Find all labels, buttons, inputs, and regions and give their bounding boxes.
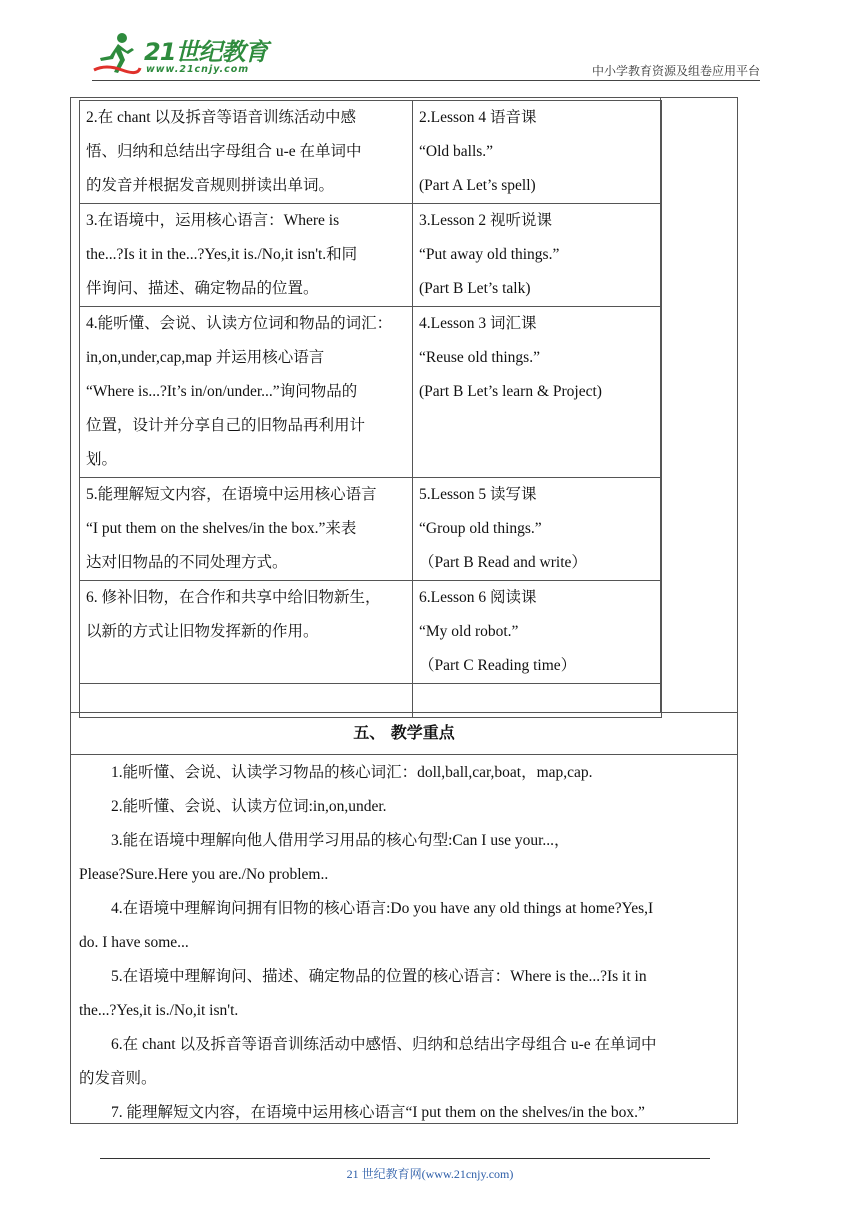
focus-point-line: 5.在语境中理解询问、描述、确定物品的位置的核心语言：Where is the...?Is it in — [111, 968, 647, 985]
lesson-line: “Old balls.” — [419, 143, 494, 160]
logo-text: 21世纪教育 — [144, 38, 268, 66]
lesson-line: （Part C Reading time） — [419, 657, 577, 674]
objective-line: 划。 — [86, 451, 118, 468]
objective-line: in,on,under,cap,map 并运用核心语言 — [86, 349, 325, 366]
table-row — [80, 101, 662, 204]
teaching-focus-list — [71, 756, 737, 1130]
objective-line: 的发音并根据发音规则拼读出单词。 — [86, 177, 335, 194]
lesson-line: “Group old things.” — [419, 520, 542, 537]
table-row — [80, 307, 662, 478]
objective-line: 6. 修补旧物，在合作和共享中给旧物新生， — [86, 589, 381, 606]
table-row — [80, 581, 662, 684]
lesson-cell — [413, 101, 662, 204]
lesson-line: “My old robot.” — [419, 623, 519, 640]
header-divider — [92, 80, 760, 81]
focus-point-line: the...?Yes,it is./No,it isn't. — [79, 1002, 239, 1019]
lesson-line: 2.Lesson 4 语音课 — [419, 109, 537, 126]
focus-point-line: do. I have some... — [79, 934, 189, 951]
objectives-lessons-table — [79, 100, 662, 718]
focus-point-line: 7. 能理解短文内容，在语境中运用核心语言“I put them on the shelves/in the box.” — [111, 1104, 645, 1121]
objective-line: “Where is...?It’s in/on/under...”询问物品的 — [86, 383, 358, 400]
logo-url: www.21cnjy.com — [146, 64, 250, 75]
objective-line: 悟、归纳和总结出字母组合 u-e 在单词中 — [86, 143, 362, 160]
footer-source: 21 世纪教育网(www.21cnjy.com) — [346, 1167, 514, 1181]
lesson-line: “Put away old things.” — [419, 246, 560, 263]
lesson-line: 6.Lesson 6 阅读课 — [419, 589, 537, 606]
objective-line: 位置，设计并分享自己的旧物品再利用计 — [86, 417, 366, 434]
lesson-line: (Part B Let’s learn & Project) — [419, 383, 602, 400]
lesson-cell — [413, 307, 662, 478]
platform-title: 中小学教育资源及组卷应用平台 — [591, 64, 760, 78]
lesson-line: 5.Lesson 5 读写课 — [419, 486, 537, 503]
focus-point-line: 2.能听懂、会说、认读方位词:in,on,under. — [111, 798, 387, 815]
table-row — [80, 478, 662, 581]
focus-point-line: 4.在语境中理解询问拥有旧物的核心语言:Do you have any old things at home?Yes,I — [111, 900, 654, 917]
focus-point-line: Please?Sure.Here you are./No problem.. — [79, 866, 329, 883]
objective-cell — [80, 101, 413, 204]
objective-cell — [80, 478, 413, 581]
section-title-teaching-focus: 五、 教学重点 — [71, 712, 737, 755]
objective-line: the...?Is it in the...?Yes,it is./No,it isn't.和同 — [86, 246, 358, 263]
lesson-cell — [413, 581, 662, 684]
objective-cell — [80, 204, 413, 307]
objective-line: 伴询问、描述、确定物品的位置。 — [86, 280, 319, 297]
column-divider — [660, 98, 661, 712]
lesson-cell — [413, 478, 662, 581]
page-header — [0, 0, 860, 90]
lesson-line: “Reuse old things.” — [419, 349, 540, 366]
lesson-line: (Part B Let’s talk) — [419, 280, 531, 297]
lesson-cell — [413, 204, 662, 307]
table-row — [80, 204, 662, 307]
focus-point-line: 1.能听懂、会说、认读学习物品的核心词汇：doll,ball,car,boat，map,cap. — [111, 764, 593, 781]
lesson-line: （Part B Read and write） — [419, 554, 587, 571]
objective-line: “I put them on the shelves/in the box.”来表 — [86, 520, 357, 537]
objective-cell — [80, 307, 413, 478]
lesson-line: 3.Lesson 2 视听说课 — [419, 212, 553, 229]
lesson-line: 4.Lesson 3 词汇课 — [419, 315, 537, 332]
objective-cell — [80, 581, 413, 684]
footer-divider — [100, 1158, 710, 1159]
objective-line: 达对旧物品的不同处理方式。 — [86, 554, 288, 571]
focus-point-line: 的发音则。 — [79, 1070, 157, 1087]
objective-line: 3.在语境中，运用核心语言：Where is — [86, 212, 340, 229]
focus-point-line: 6.在 chant 以及拆音等语音训练活动中感悟、归纳和总结出字母组合 u-e 在单词中 — [111, 1036, 657, 1053]
objective-line: 以新的方式让旧物发挥新的作用。 — [86, 623, 319, 640]
runner-logo-icon — [92, 30, 142, 78]
focus-point-line: 3.能在语境中理解向他人借用学习用品的核心句型:Can I use your...， — [111, 832, 570, 849]
objective-line: 2.在 chant 以及拆音等语音训练活动中感 — [86, 109, 356, 126]
objective-line: 4.能听懂、会说、认读方位词和物品的词汇： — [86, 315, 393, 332]
objective-line: 5.能理解短文内容，在语境中运用核心语言 — [86, 486, 377, 503]
lesson-line: (Part A Let’s spell) — [419, 177, 536, 194]
logo — [92, 30, 272, 80]
lesson-plan-table — [70, 97, 738, 1124]
